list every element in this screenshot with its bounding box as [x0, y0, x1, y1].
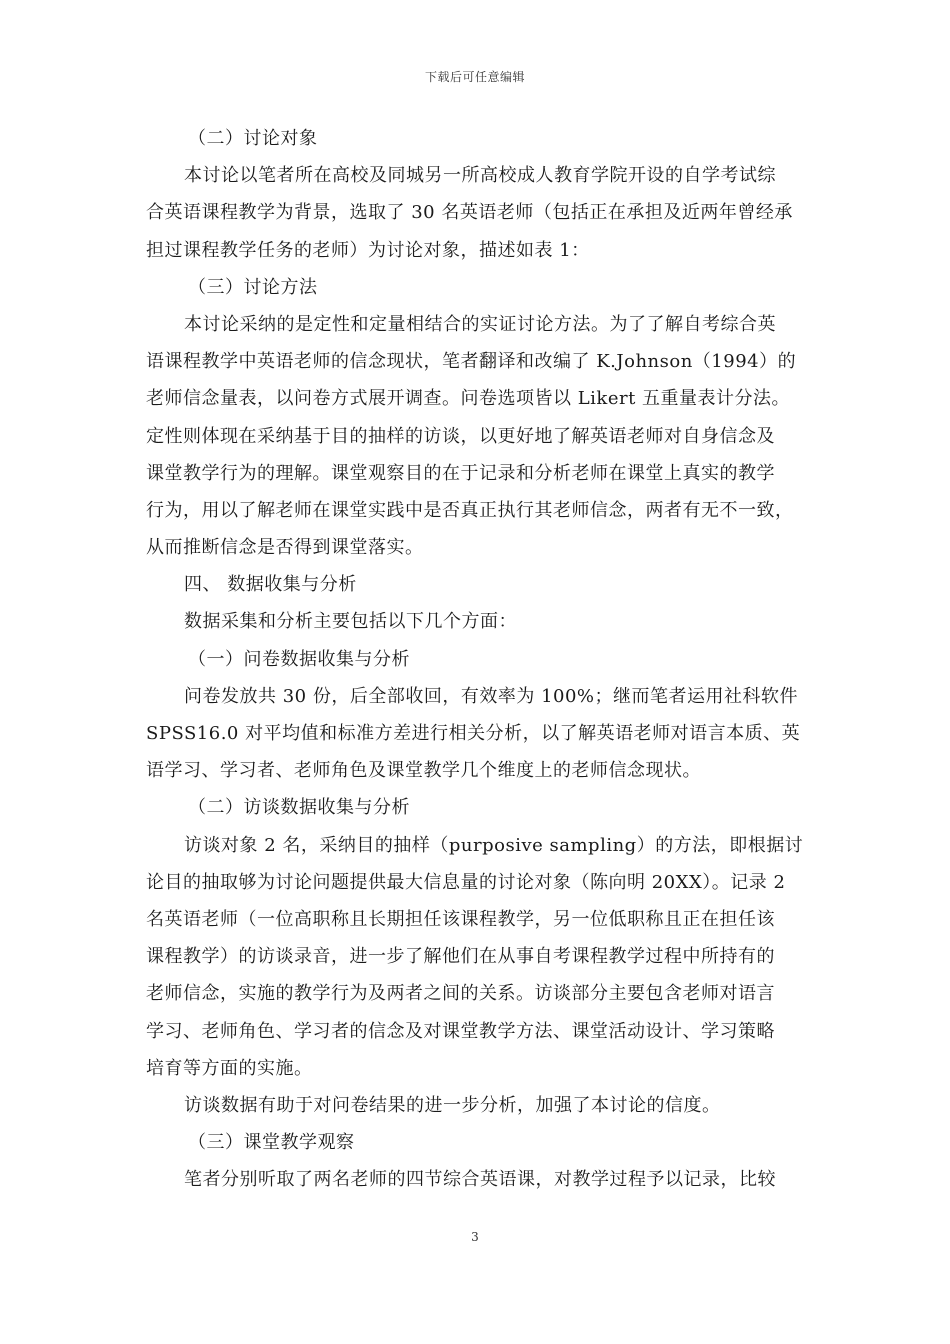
paragraph-line: 本讨论采纳的是定性和定量相结合的实证讨论方法。为了了解自考综合英: [184, 313, 776, 335]
paragraph-line: 行为，用以了解老师在课堂实践中是否真正执行其老师信念，两者有无不一致，: [146, 499, 794, 521]
paragraph-line: 笔者分别听取了两名老师的四节综合英语课，对教学过程予以记录，比较: [184, 1169, 776, 1191]
subheading-research-method: （三）讨论方法: [188, 276, 318, 298]
paragraph-line: 学习、老师角色、学习者的信念及对课堂教学方法、课堂活动设计、学习策略: [146, 1020, 775, 1042]
paragraph-line: 课程教学）的访谈录音，进一步了解他们在从事自考课程教学过程中所持有的: [146, 946, 775, 968]
paragraph-line: 老师信念量表，以问卷方式展开调查。问卷选项皆以 Likert 五重量表计分法。: [146, 388, 791, 410]
paragraph-line: 语课程教学中英语老师的信念现状，笔者翻译和改编了 K.Johnson（1994）的: [146, 351, 797, 373]
paragraph-line: 从而推断信念是否得到课堂落实。: [146, 537, 424, 559]
paragraph-line: 论目的抽取够为讨论问题提供最大信息量的讨论对象（陈向明 20XX）。记录 2: [146, 871, 786, 893]
subheading-classroom-observation: （三）课堂教学观察: [188, 1132, 355, 1154]
paragraph-line: 老师信念，实施的教学行为及两者之间的关系。访谈部分主要包含老师对语言: [146, 983, 775, 1005]
paragraph-line: 语学习、学习者、老师角色及课堂教学几个维度上的老师信念现状。: [146, 760, 701, 782]
document-body: [146, 120, 818, 1198]
paragraph-line: 问卷发放共 30 份，后全部收回，有效率为 100%；继而笔者运用社科软件: [184, 685, 799, 707]
paragraph-line: 名英语老师（一位高职称且长期担任该课程教学，另一位低职称且正在担任该: [146, 908, 775, 930]
paragraph-line: 担过课程教学任务的老师）为讨论对象，描述如表 1：: [146, 239, 590, 261]
paragraph-line: 定性则体现在采纳基于目的抽样的访谈，以更好地了解英语老师对自身信念及: [146, 425, 775, 447]
paragraph-line: SPSS16.0 对平均值和标准方差进行相关分析，以了解英语老师对语言本质、英: [146, 723, 801, 744]
subheading-questionnaire: （一）问卷数据收集与分析: [188, 648, 410, 670]
paragraph-line: 合英语课程教学为背景，选取了 30 名英语老师（包括正在承担及近两年曾经承: [146, 202, 793, 224]
paragraph-line: 培育等方面的实施。: [146, 1057, 313, 1079]
paragraph-line: 访谈数据有助于对问卷结果的进一步分析，加强了本讨论的信度。: [184, 1094, 721, 1116]
section-heading-data: 四、 数据收集与分析: [184, 574, 357, 596]
page-number: 3: [471, 1230, 479, 1244]
paragraph-line: 本讨论以笔者所在高校及同城另一所高校成人教育学院开设的自学考试综: [184, 165, 776, 187]
subheading-interview: （二）访谈数据收集与分析: [188, 797, 410, 819]
paragraph-line: 访谈对象 2 名，采纳目的抽样（purposive sampling）的方法，即根据讨: [184, 834, 804, 856]
subheading-research-subjects: （二）讨论对象: [188, 128, 318, 149]
page-header: 下载后可任意编辑: [424, 70, 525, 84]
paragraph-line: 课堂教学行为的理解。课堂观察目的在于记录和分析老师在课堂上真实的教学: [146, 462, 775, 484]
paragraph-line: 数据采集和分析主要包括以下几个方面：: [184, 611, 517, 633]
